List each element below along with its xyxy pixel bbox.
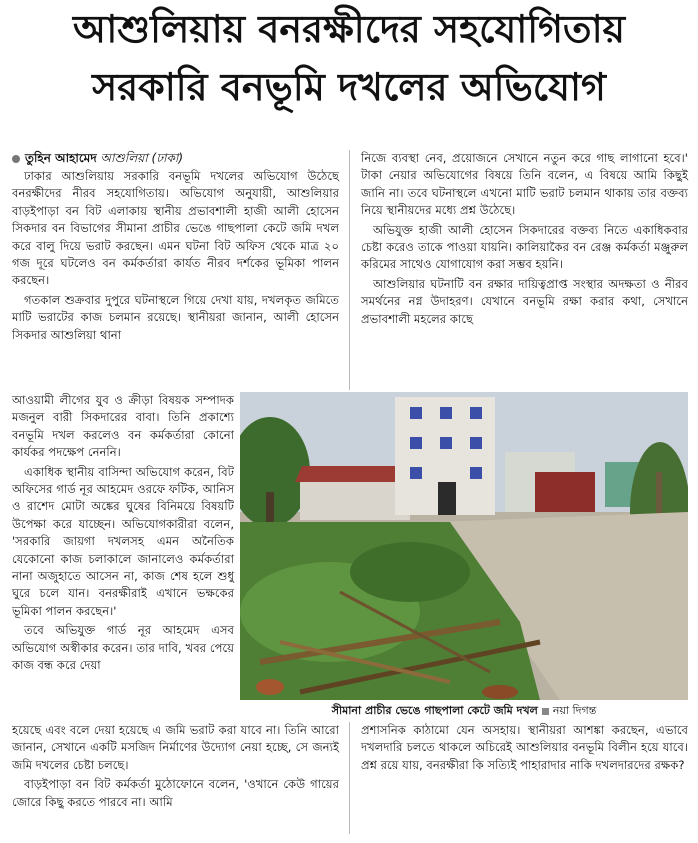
photo-caption	[240, 702, 688, 720]
paragraph: অভিযুক্ত হাজী আলী হোসেন সিকদারের বক্তব্য নিতে একাধিকবার চেষ্টা করেও তাকে পাওয়া যায়নি। কালিয়াকৈর বন রেঞ্জ কর্মকর্তা মঞ্জুরুল করিমের সাথেও যোগাযোগ করা সম্ভব হয়নি।	[361, 222, 688, 272]
paragraph: ঢাকার আশুলিয়ায় সরকারি বনভূমি দখলের অভিযোগ উঠেছে বনরক্ষীদের নীরব সহযোগিতায়। অভিযোগ অনুযায়ী, আশুলিয়ার বাড়ইপাড়া বন বিট এলাকায় স্থানীয় প্রভাবশালী হাজী আলী হোসেন সিকদার বন বিভাগের সীমানা প্রাচীর ভেঙে গাছপালা কেটে জমি দখল করে বালু দিয়ে ভরাট করছেন। এমন ঘটনা বিট অফিস থেকে মাত্র ২০ গজ দূরে ঘটলেও বন কর্মকর্তারা কার্যত নীরব দর্শকের ভূমিকা পালন করছেন।	[12, 169, 339, 288]
paragraph: আওয়ামী লীগের যুব ও ক্রীড়া বিষয়ক সম্পাদক মজনুল বারী সিকদারের বাবা। তিনি প্রকাশ্যে বনভূমি দখল করলেও বন কর্মকর্তারা কোনো কার্যকর পদক্ষেপ নেননি।	[12, 393, 234, 460]
paragraph: প্রশাসনিক কাঠামো যেন অসহায়। স্থানীয়রা আশঙ্কা করছেন, এভাবে দখলদারি চলতে থাকলে অচিরেই আশুলিয়ার বনভূমি বিলীন হয়ে যাবে। প্রশ্ন রয়ে যায়, বনরক্ষীরা কি সত্যিই পাহারাদার নাকি দখলদারদের রক্ষক?	[361, 723, 688, 772]
paragraph: তবে অভিযুক্ত গার্ড নূর আহমেদ এসব অভিযোগ অস্বীকার করেন। তার দাবি, খবর পেয়ে কাজ বন্ধ করে দেয়া	[12, 623, 234, 673]
article-column-right-bottom	[361, 722, 688, 776]
paragraph: নিজে ব্যবস্থা নেব, প্রয়োজনে সেখানে নতুন করে গাছ লাগানো হবে।' টাকা নেয়ার অভিযোগের বিষয়ে তিনি বলেন, এ বিষয়ে আমি কিছুই জানি না। তবে ঘটনাস্থলে এখনো মাটি ভরাট চলমান থাকায় তার বক্তব্য নিয়ে স্থানীয়দের মধ্যে প্রশ্ন উঠেছে।	[361, 151, 688, 218]
headline-line-2: সরকারি বনভূমি দখলের অভিযোগ	[92, 65, 606, 109]
article-column-left-narrow	[12, 392, 234, 677]
bullet-icon	[12, 155, 20, 163]
byline	[12, 150, 339, 166]
news-photo	[240, 392, 688, 700]
construction-site-illustration	[240, 392, 688, 700]
author-name: তুহিন আহামেদ	[25, 151, 97, 165]
article-column-left-bottom	[12, 722, 339, 813]
dateline: আশুলিয়া (ঢাকা)	[100, 151, 184, 165]
paragraph: বাড়ইপাড়া বন বিট কর্মকর্তা মুঠোফোনে বলেন, 'ওখানে কেউ গায়ের জোরে কিছু করতে পারবে না। আমি	[12, 777, 339, 809]
column-divider	[349, 150, 350, 390]
article-column-right-top	[361, 150, 688, 330]
paragraph: আশুলিয়ার ঘটনাটি বন রক্ষার দায়িত্বপ্রাপ্ত সংস্থার অদক্ষতা ও নীরব সমর্থনের নগ্ন উদাহরণ। যেখানে বনভূমি রক্ষা করার কথা, সেখানে প্রভাবশালী মহলের কাছে	[361, 276, 688, 326]
caption-text: সীমানা প্রাচীর ভেঙে গাছপালা কেটে জমি দখল	[331, 704, 538, 717]
headline-line-1: আশুলিয়ায় বনরক্ষীদের সহযোগিতায়	[73, 7, 625, 51]
paragraph: একাধিক স্থানীয় বাসিন্দা অভিযোগ করেন, বিট অফিসের গার্ড নূর আহমেদ ওরফে ফটিক, আনিস ও রাশেদ মোটা অঙ্কের ঘুষের বিনিময়ে বিষয়টি উপেক্ষা করে যাচ্ছেন। অভিযোগকারীরা বলেন, 'সরকারি জায়গা দখলসহ এমন অনৈতিক যেকোনো কাজ চলাকালে জানালেও কর্মকর্তারা নানা অজুহাতে আসেন না, কাজ শেষ হলে শুধু ঘুরে চলে যান। বনরক্ষীরাই এখানে ভক্ষকের ভূমিকা পালন করছেন।'	[12, 464, 234, 618]
article-column-left-top	[12, 150, 339, 346]
photo-credit: নয়া দিগন্ত	[552, 704, 597, 717]
column-divider	[349, 722, 350, 834]
square-bullet-icon	[542, 708, 549, 715]
paragraph: হয়েছে এবং বলে দেয়া হয়েছে এ জমি ভরাট করা যাবে না। তিনি আরো জানান, সেখানে একটি মসজিদ নির্মাণের উদ্যোগ নেয়া হচ্ছে, সে জন্যই জমি দখলের চেষ্টা চলছে।	[12, 723, 339, 772]
paragraph: গতকাল শুক্রবার দুপুরে ঘটনাস্থলে গিয়ে দেখা যায়, দখলকৃত জমিতে মাটি ভরাটের কাজ চলমান রয়েছে। স্থানীয়রা জানান, আলী হোসেন সিকদার আশুলিয়া থানা	[12, 292, 339, 342]
